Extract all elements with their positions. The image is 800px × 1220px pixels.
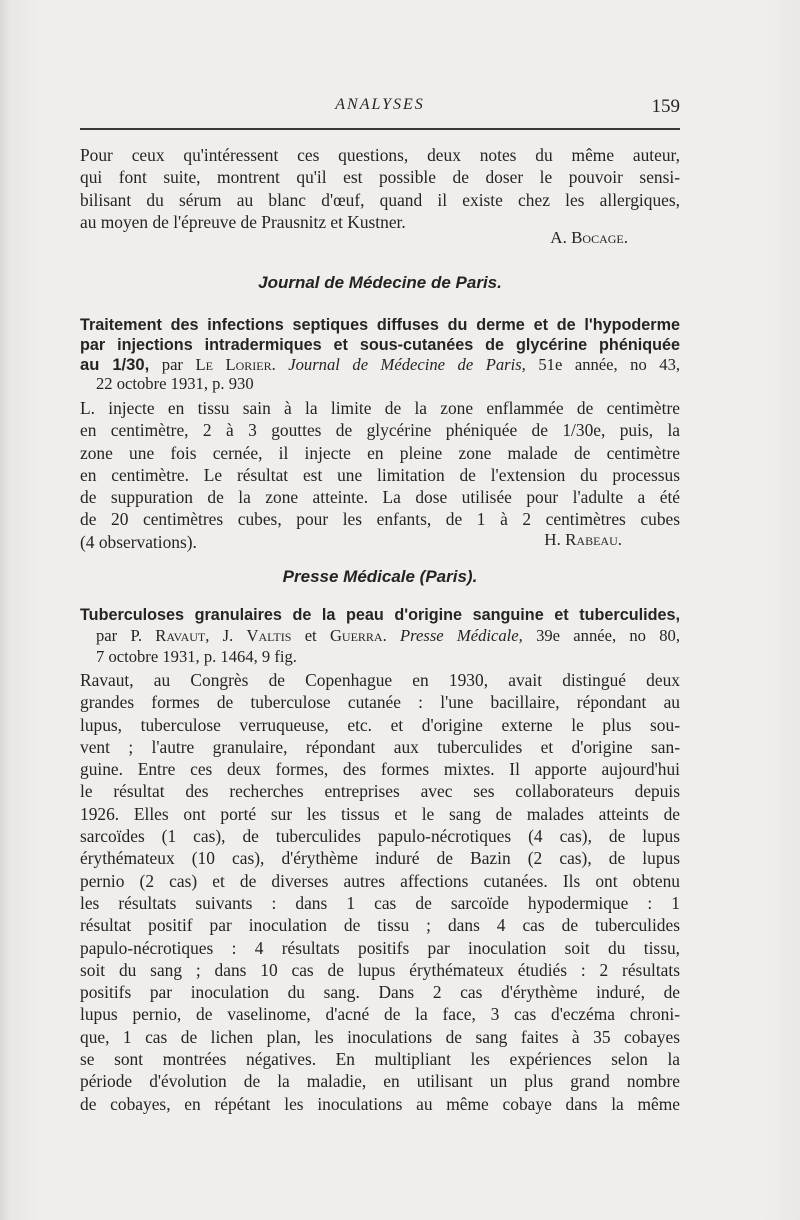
author-name: Ravaut, bbox=[155, 626, 210, 645]
text-line: que, 1 cas de lichen plan, les inoculations de sang faites à 35 cobayes bbox=[80, 1026, 680, 1047]
text-line: (4 observations). bbox=[80, 531, 197, 552]
text-line: le résultat des recherches entreprises avec ses collaborateurs depuis bbox=[80, 781, 680, 802]
text-line: résultat positif par inoculation de tissu ; dans 4 cas de tuberculides bbox=[80, 915, 680, 936]
article-reference-date: 22 octobre 1931, p. 930 bbox=[96, 374, 254, 393]
ref-issue: 39e année, no 80, bbox=[536, 626, 680, 645]
text-line: grandes formes de tuberculose cutanée : l'une bacillaire, répondant au bbox=[80, 692, 680, 713]
text-line: de suppuration de la zone atteinte. La dose utilisée pour l'adulte a été bbox=[80, 487, 680, 508]
text-line: qui font suite, montrent qu'il est possible de doser le pouvoir sensi- bbox=[80, 167, 680, 188]
text-line: en centimètre. Le résultat est une limitation de l'extension du processus bbox=[80, 464, 680, 485]
header-rule bbox=[80, 128, 680, 130]
article-body bbox=[80, 669, 680, 1115]
text-line: 1926. Elles ont porté sur les tissus et le sang de malades atteints de bbox=[80, 803, 680, 824]
ref-initial: J. bbox=[222, 626, 234, 645]
ref-issue: 51e année, no 43, bbox=[538, 355, 681, 374]
text-line: de 20 centimètres cubes, pour les enfants, de 1 à 2 centimètres cubes bbox=[80, 509, 680, 530]
text-line: période d'évolution de la maladie, en utilisant un plus grand nombre bbox=[80, 1071, 680, 1092]
signature-rabeau: H. Rabeau. bbox=[544, 530, 622, 549]
title-line: Traitement des infections septiques diffuses du derme et de l'hypoderme bbox=[80, 316, 680, 334]
text-line: soit du sang ; dans 10 cas de lupus érythémateux étudiés : 2 résultats bbox=[80, 959, 680, 980]
signature-bocage: A. Bocage. bbox=[550, 228, 628, 247]
text-line: zone une fois cernée, il injecte en pleine zone malade de centimètre bbox=[80, 442, 680, 463]
text-line: vent ; l'autre granulaire, répondant aux tuberculides et d'origine san- bbox=[80, 736, 680, 757]
author-name: Guerra. bbox=[329, 626, 387, 645]
page-header bbox=[80, 96, 680, 118]
title-end: au 1/30, bbox=[80, 355, 150, 374]
text-line: L. injecte en tissu sain à la limite de la zone enflammée de centimètre bbox=[80, 398, 680, 418]
journal-heading: Presse Médicale (Paris). bbox=[282, 567, 478, 586]
ref-et: et bbox=[304, 626, 317, 645]
journal-name: Journal de Médecine de Paris, bbox=[288, 355, 526, 374]
title-line: Tuberculoses granulaires de la peau d'origine sanguine et tuberculides, bbox=[80, 606, 680, 624]
text-line: pernio (2 cas) et de diverses autres affections cutanées. Ils ont obtenu bbox=[80, 870, 680, 891]
text-line: de cobayes, en répétant les inoculations au même cobaye dans la même bbox=[80, 1093, 680, 1114]
article-title bbox=[80, 315, 680, 355]
running-title: ANALYSES bbox=[335, 96, 425, 113]
text-line: érythémateux (10 cas), d'érythème induré de Bazin (2 cas), de lupus bbox=[80, 848, 680, 869]
article-title bbox=[80, 605, 680, 625]
text-line: lupus pernio, de vaselinome, d'acné de la face, 3 cas d'eczéma chroni- bbox=[80, 1004, 680, 1025]
article-reference bbox=[96, 626, 680, 646]
text-line: Pour ceux qu'intéressent ces questions, deux notes du même auteur, bbox=[80, 145, 680, 165]
text-line: guine. Entre ces deux formes, des formes mixtes. Il apporte aujourd'hui bbox=[80, 759, 680, 780]
text-line: se sont montrées négatives. En multipliant les expériences selon la bbox=[80, 1049, 680, 1070]
text-line: bilisant du sérum au blanc d'œuf, quand il existe chez les allergiques, bbox=[80, 189, 680, 210]
author-name: Le Lorier. bbox=[195, 355, 276, 374]
text-line: sarcoïdes (1 cas), de tuberculides papulo-nécrotiques (4 cas), de lupus bbox=[80, 826, 680, 847]
article-reference bbox=[80, 355, 680, 375]
text-line: au moyen de l'épreuve de Prausnitz et Kustner. bbox=[80, 211, 406, 232]
ref-par: par bbox=[161, 355, 183, 374]
text-line: en centimètre, 2 à 3 gouttes de glycérine phéniquée de 1/30e, puis, la bbox=[80, 420, 680, 441]
article-reference-date: 7 octobre 1931, p. 1464, 9 fig. bbox=[96, 647, 297, 666]
journal-heading: Journal de Médecine de Paris. bbox=[258, 273, 502, 292]
text-line: les résultats suivants : dans 1 cas de sarcoïde hypodermique : 1 bbox=[80, 892, 680, 913]
text-line: Ravaut, au Congrès de Copenhague en 1930, avait distingué deux bbox=[80, 670, 680, 690]
journal-name: Presse Médicale, bbox=[400, 626, 523, 645]
title-line: par injections intradermiques et sous-cutanées de glycérine phéniquée bbox=[80, 336, 680, 354]
page-number: 159 bbox=[651, 96, 680, 117]
text-line: papulo-nécrotiques : 4 résultats positifs par inoculation soit du tissu, bbox=[80, 937, 680, 958]
ref-par: par P. bbox=[96, 626, 142, 645]
text-line: lupus, tuberculose verruqueuse, etc. et d'origine externe le plus sou- bbox=[80, 714, 680, 735]
intro-paragraph bbox=[80, 144, 680, 233]
text-line: positifs par inoculation du sang. Dans 2 cas d'érythème induré, de bbox=[80, 982, 680, 1003]
author-name: Valtis bbox=[246, 626, 292, 645]
